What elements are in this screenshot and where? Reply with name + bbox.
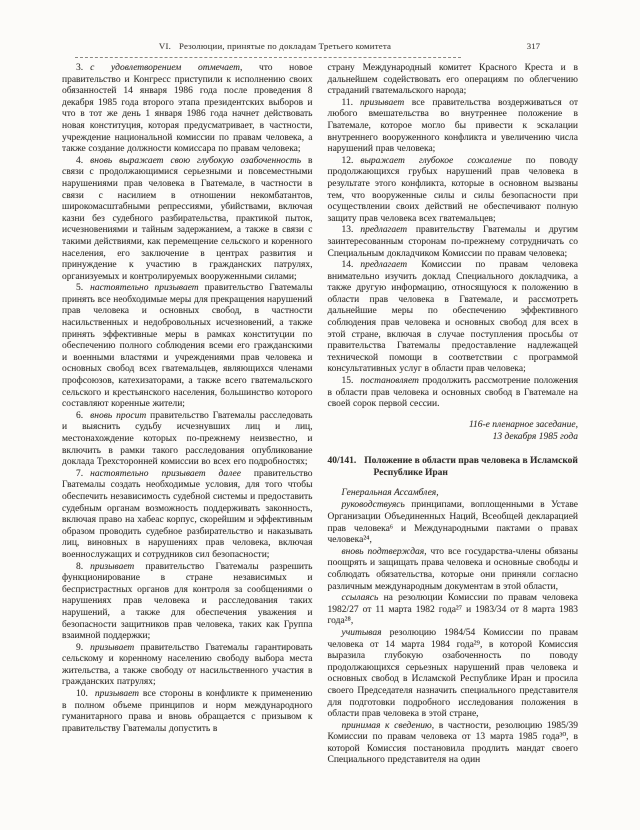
- paragraph-lead: предлагает: [360, 260, 408, 271]
- continuation-paragraph: страну Международный комитет Красного Креста и в дальнейшем содействовать его операциям по облегчению страданий гватемальского народа;: [327, 63, 578, 97]
- paragraph-number: 7.: [76, 468, 84, 479]
- right-column: [328, 63, 579, 812]
- session-date: 13 декабря 1985 года: [492, 431, 578, 442]
- paragraph-text: все стороны в конфликте к применению в полном объеме принципов и норм международного гуманитарного права и вновь обращается с призывом к правительству Гватемалы допустить в: [62, 689, 313, 734]
- paragraph-lead: вновь просит: [90, 410, 147, 421]
- section-label: VI.: [158, 41, 171, 51]
- paragraph-number: 5.: [76, 283, 84, 294]
- paragraph-text: принципами, воплощенными в Уставе Организации Объединенных Наций, Всеобщей декларацией прав человека⁶ и Международными пактами о правах человека²⁴,: [327, 500, 578, 546]
- resolution-paragraph: [328, 260, 579, 376]
- resolution-paragraph: [328, 225, 579, 260]
- paragraph-lead: призывает: [94, 689, 140, 700]
- resolution-number: 40/141.: [327, 455, 357, 466]
- paragraph-lead: выражает глубокое сожаление: [360, 155, 512, 166]
- paragraph-text: правительство Гватемалы принять все необходимые меры для прекращения нарушений прав человека и основных свобод, в частности насильственных и недобровольных исчезновений, а также принять эффективные меры в рамках конституции по обеспечению полного соблюдения всеми его гражданскими и военными властями и учреждениями прав человека и основных свобод всех гватемальцев, являющихся членами профсоюзов, катехизаторами, а также всего гватемальского сельского и крестьянского населения, большинство которого составляют коренные жители;: [62, 283, 313, 410]
- paragraph-number: 3.: [76, 63, 84, 73]
- paragraph-lead: предлагает: [360, 225, 408, 236]
- resolution-paragraph: [62, 411, 313, 469]
- paragraph-lead: руководствуясь: [341, 500, 405, 511]
- paragraph-text: по поводу продолжающихся грубых нарушений прав человека в результате этого конфликта, которые в основном вызваны тем, что вооруженные силы и силы безопасности при осуществлении своих действий не обеспечивают полную защиту прав человека всех гватемальцев;: [327, 155, 578, 224]
- session-meeting: 116-е пленарное заседание,: [468, 419, 578, 430]
- paragraph-number: 4.: [76, 155, 84, 166]
- paragraph-number: 8.: [76, 561, 84, 572]
- resolution-paragraph: [62, 562, 313, 643]
- page-header: [0, 41, 640, 55]
- resolution-paragraph: [328, 98, 579, 156]
- paragraph-lead: вновь выражает свою глубокую озабоченность: [90, 155, 302, 166]
- preamble-paragraph: [328, 628, 579, 721]
- paragraph-lead: постановляет: [360, 376, 419, 387]
- header-rule: [75, 57, 461, 58]
- paragraph-text: правительство Гватемалы создать необходимые условия, для того чтобы обеспечить независимость судебной системы и предоставить судебным органам возможность поддерживать законность, включая право на хабеас корпус, скорейшим и эффективным образом проводить судебное разбирательство и наказывать лиц, виновных в нарушениях прав человека, включая военнослужащих и сотрудников сил безопасности;: [62, 468, 313, 560]
- resolution-paragraph: [62, 689, 313, 735]
- paragraph-lead: учитывая: [341, 627, 382, 638]
- paragraph-text: на резолюции Комиссии по правам человека 1982/27 от 11 марта 1982 года²⁷ и 1983/34 от 8 марта 1983 года²⁸,: [327, 593, 578, 627]
- paragraph-lead: призывает: [90, 642, 135, 653]
- paragraph-number: 14.: [341, 260, 354, 271]
- resolution-paragraph: [62, 643, 313, 689]
- left-column: [62, 63, 313, 812]
- paragraph-lead: призывает: [90, 561, 135, 572]
- paragraph-lead: призывает: [360, 97, 405, 108]
- page-number: 317: [526, 41, 540, 51]
- paragraph-number: 15.: [341, 376, 354, 387]
- resolution-paragraph: [328, 376, 579, 411]
- paragraph-text: правительство Гватемалы разрешить функционирование в стране независимых и беспристрастных органов для контроля за сообщениями о нарушениях прав человека и расследования таких нарушений, а также для обеспечения уважения и безопасности защитников прав человека, таких как Группа взаимной поддержки;: [62, 561, 313, 642]
- paragraph-number: 6.: [76, 410, 84, 421]
- resolution-heading: [328, 455, 579, 479]
- paragraph-text: в связи с продолжающимися серьезными и повсеместными нарушениями прав человека в Гватемале, в частности в связи с насилием в отношении некомбатантов, широкомасштабными репрессиями, убийствами, включая казни без судебного разбирательства, практикой пыток, исчезновениями и тайным задержанием, а также в связи с такими действиями, как перемещение сельского и коренного населения, его заключение в центрах развития и принуждение к участию в гражданских патрулях, организуемых и контролируемых вооруженными силами;: [62, 155, 313, 282]
- paragraph-text: все правительства воздерживаться от любого вмешательства во внутреннее положение в Гватемале, которое могло бы привести к эскалации внутреннего вооруженного конфликта и увеличению числа нарушений прав человека;: [327, 97, 578, 155]
- paragraph-lead: настоятельно призывает далее: [90, 468, 241, 479]
- resolution-paragraph: [328, 156, 579, 226]
- paragraph-number: 12.: [341, 155, 354, 166]
- session-note: [328, 419, 579, 443]
- preamble-paragraph: [328, 593, 579, 628]
- paragraph-lead: настоятельно призывает: [90, 283, 199, 294]
- content-columns: [62, 63, 578, 812]
- assembly-opening: Генеральная Ассамблея,: [341, 487, 439, 498]
- paragraph-number: 13.: [341, 225, 354, 236]
- header-title: Резолюции, принятые по докладам Третьего комитета: [178, 41, 392, 51]
- paragraph-text: продолжить рассмотрение положения в области прав человека и основных свобод в Гватемале на своей сорок первой сессии.: [327, 376, 578, 410]
- paragraph-text: резолюцию 1984/54 Комиссии по правам человека от 14 марта 1984 года²⁹, в которой Комиссия выразила глубокую озабоченность по поводу продолжающихся серьезных нарушений прав человека и основных свобод в Исламской Республике Иран и просила своего Председателя назначить специального представителя для подготовки подробного исследования положения в области прав человека в этой стране,: [327, 627, 578, 720]
- paragraph-text: , что все государства-члены обязаны поощрять и защищать права человека и основные свободы и соблюдать обязательства, которые они приняли согласно различным международным документам в этой области,: [327, 546, 578, 592]
- preamble-paragraph: [328, 721, 579, 767]
- paragraph-text: , что новое правительство и Конгресс приступили к исполнению своих обязанностей 14 января 1986 года после проведения 8 декабря 1985 года второго этапа президентских выборов и что в тот же день 1 января 1986 года начнет действовать новая конституция, которая предусматривает, в частности, учреждение национальной комиссии по правам человека, а также создание должности комиссара по правам человека;: [62, 63, 313, 155]
- preamble-paragraph: [328, 500, 579, 546]
- resolution-title: Положение в области прав человека в Исламской Республике Иран: [364, 455, 578, 478]
- paragraph-text: правительство Гватемалы расследовать и выяснить судьбу исчезнувших лиц и лиц, местонахождение которых по-прежнему неизвестно, и включить в рамки такого расследования опубликование доклада Трехсторонней комиссии во всех его подробностях;: [62, 410, 313, 468]
- paragraph-number: 11.: [341, 97, 354, 108]
- resolution-paragraph: [62, 63, 313, 156]
- resolution-paragraph: [62, 469, 313, 562]
- paragraph-lead: принимая к сведению: [341, 720, 432, 731]
- paragraph-text: правительство Гватемалы гарантировать сельскому и коренному населению свободу выбора места жительства, а также свободу от насильственного участия в гражданских патрулях;: [62, 642, 313, 688]
- resolution-paragraph: [62, 156, 313, 284]
- paragraph-number: 9.: [76, 642, 84, 653]
- paragraph-lead: ссылаясь: [341, 593, 379, 604]
- paragraph-text: Комиссии по правам человека внимательно изучить доклад Специального докладчика, а также другую информацию, относящуюся к положению в области прав человека в Гватемале, и рассмотреть дальнейшие меры по обеспечению эффективного соблюдения прав человека и основных свобод для всех в этой стране, включая в случае поступления просьбы от правительства Гватемалы предоставление надлежащей технической помощи в соответствии с программой консультативных услуг в области прав человека;: [327, 260, 578, 375]
- paragraph-lead: вновь подтверждая: [341, 546, 425, 557]
- paragraph-text: , в частности, резолюцию 1985/39 Комиссии по правам человека от 13 марта 1985 года³⁰, в которой Комиссия постановила продлить мандат своего Специального представителя на один: [327, 720, 578, 766]
- paragraph-lead: с удовлетворением отмечает: [90, 63, 240, 73]
- paragraph-number: 10.: [76, 689, 88, 700]
- header-title-group: [159, 41, 391, 51]
- resolution-paragraph: [62, 283, 313, 411]
- preamble-paragraph: [328, 547, 579, 593]
- paragraph-text: правительству Гватемалы и другим заинтересованным сторонам по-прежнему сотрудничать со Специальным докладчиком Комиссии по правам человека;: [327, 225, 578, 259]
